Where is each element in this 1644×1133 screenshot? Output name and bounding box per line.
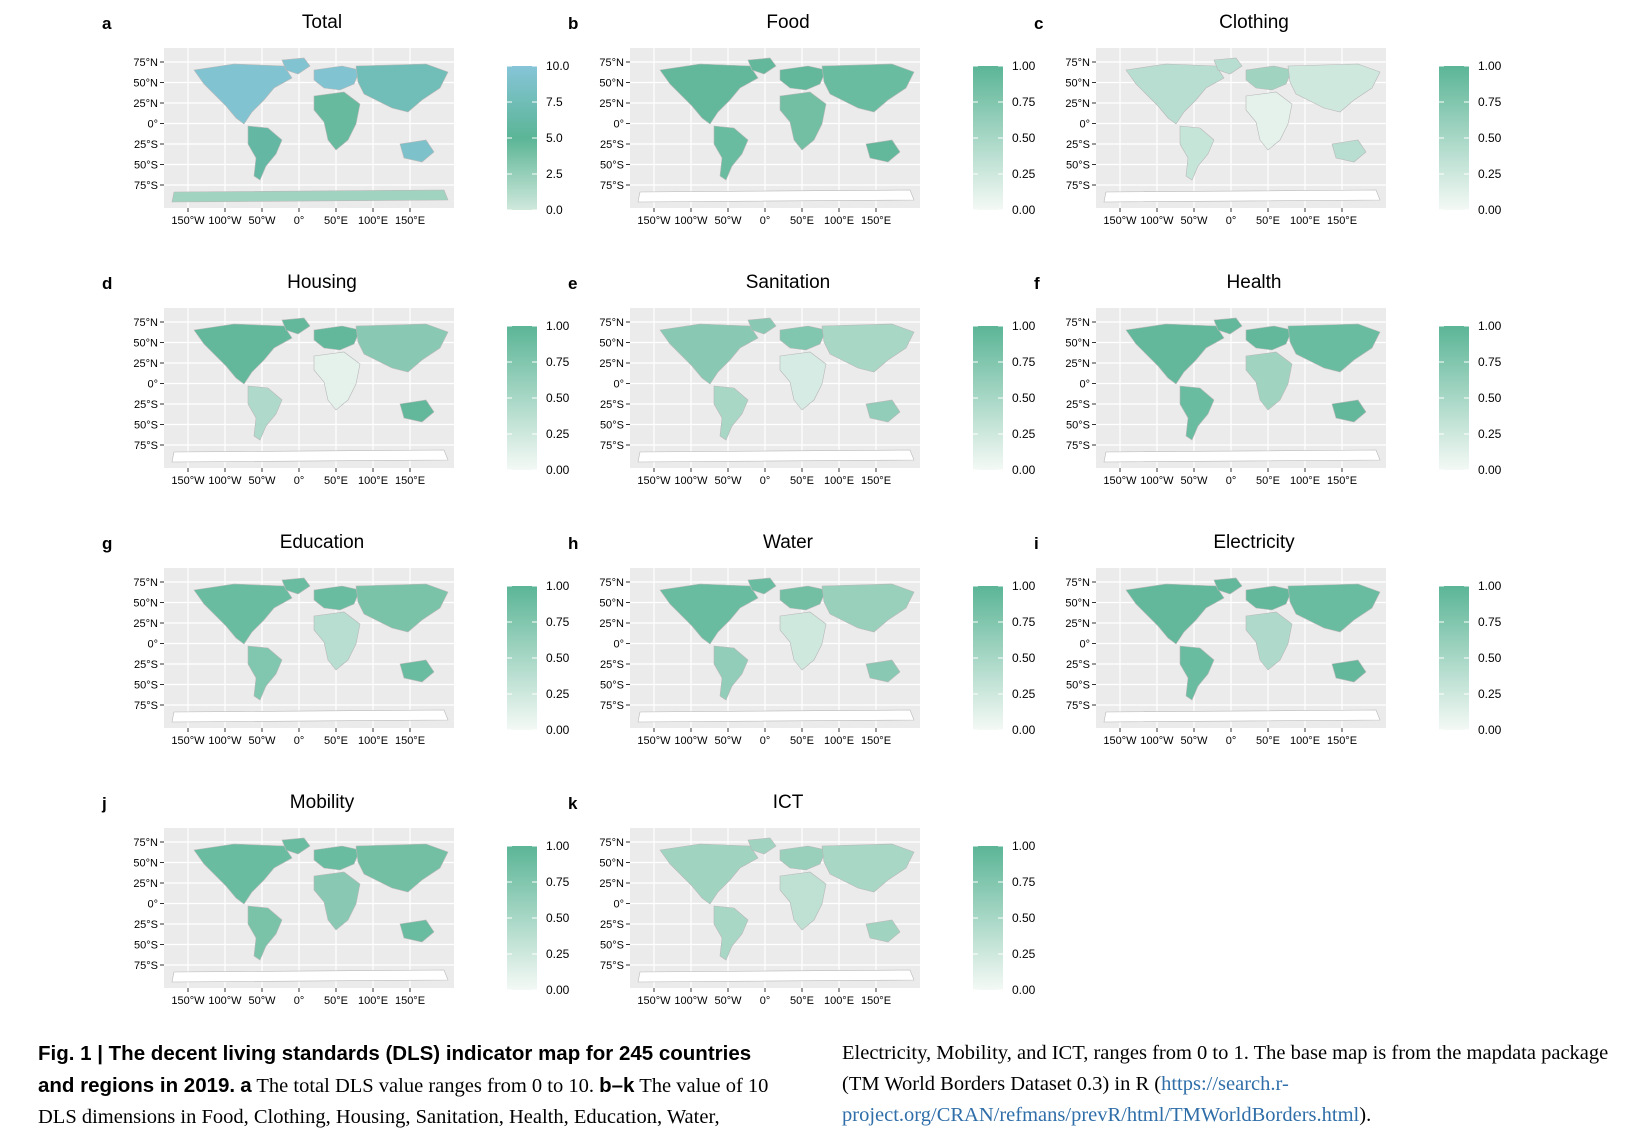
colorbar-tick-label: 0.00 [546,983,570,997]
lon-tick-label: 150°E [1326,215,1358,227]
colorbar-tick-label: 1.00 [1012,319,1036,333]
lat-tick-label: 0° [613,378,624,391]
colorbar-tick-label: 0.25 [1478,687,1502,701]
lon-tick-label: 100°W [1140,475,1174,487]
colorbar-tick-label: 0.75 [1478,95,1502,109]
colorbar-tick-label: 0.50 [1478,651,1502,665]
lat-tick-label: 50°N [133,857,158,870]
map-panel-g [102,532,602,784]
colorbar-tick-label: 0.50 [546,911,570,925]
lon-tick-label: 100°W [674,735,708,747]
panel-title: Food [766,12,810,33]
lon-tick-label: 50°E [790,735,814,747]
panel-letter: k [568,794,578,813]
lat-tick-label: 50°S [600,679,624,692]
colorbar-tick-label: 0.50 [546,651,570,665]
colorbar-tick-label: 0.50 [1012,391,1036,405]
world-map [112,824,472,1024]
lat-tick-label: 75°N [133,317,158,329]
lon-tick-label: 100°W [1140,215,1174,227]
lat-tick-label: 75°S [134,960,158,972]
region-antarctica [172,450,448,462]
lon-tick-label: 100°W [674,475,708,487]
lon-tick-label: 0° [1225,475,1237,487]
caption-bk-label: b–k [599,1074,635,1097]
lon-tick-label: 150°W [1103,475,1137,487]
colorbar-tick-label: 0.75 [546,875,570,889]
lat-tick-label: 25°N [599,98,624,110]
colorbar-tick-label: 7.5 [546,95,563,109]
lon-tick-label: 150°W [171,735,205,747]
lon-tick-label: 50°E [1256,475,1280,487]
lat-tick-label: 50°N [1065,337,1090,350]
map-panel-b [568,12,1068,264]
world-map [578,564,938,764]
caption-link[interactable]: https://search.r-project.org/CRAN/refmans/prevR/html/TMWorldBorders.html [842,1073,1360,1126]
panel-letter: c [1034,14,1044,33]
colorbar-tick-label: 0.75 [546,615,570,629]
colorbar-tick-label: 1.00 [1012,579,1036,593]
panel-letter: e [568,274,578,293]
caption-right-text: Electricity, Mobility, and ICT, ranges from 0 to 1. The base map is from the mapdata package (TM World Borders Dataset 0.3) in R ( [842,1042,1609,1095]
world-map [1044,44,1404,244]
lat-tick-label: 0° [147,898,158,911]
lon-tick-label: 150°W [637,995,671,1007]
lat-tick-label: 0° [147,638,158,651]
lon-tick-label: 100°E [357,475,389,487]
colorbar-tick-label: 0.00 [1012,463,1036,477]
colorbar-tick-label: 1.00 [1012,59,1036,73]
lon-tick-label: 50°E [790,475,814,487]
colorbar-tick-label: 0.25 [1478,167,1502,181]
lon-tick-label: 150°W [637,735,671,747]
lon-tick-label: 150°W [637,215,671,227]
lat-tick-label: 50°N [133,597,158,610]
lon-tick-label: 0° [293,995,305,1007]
lat-tick-label: 25°S [1066,399,1090,411]
lat-tick-label: 50°N [1065,77,1090,90]
panel-title: Electricity [1213,532,1295,553]
lat-tick-label: 25°N [133,618,158,630]
lat-tick-label: 25°N [599,878,624,890]
lon-tick-label: 50°E [324,735,348,747]
colorbar-legend [1434,304,1534,484]
panel-title: Water [763,532,813,553]
lat-tick-label: 50°S [1066,159,1090,172]
lon-tick-label: 100°W [208,995,242,1007]
lat-tick-label: 50°S [134,939,158,952]
lon-tick-label: 50°E [1256,215,1280,227]
lon-tick-label: 50°W [248,475,276,487]
caption-right-end: ). [1359,1104,1372,1126]
lon-tick-label: 0° [293,475,305,487]
colorbar-tick-label: 1.00 [546,579,570,593]
lon-tick-label: 150°W [637,475,671,487]
colorbar-tick-label: 5.0 [546,131,563,145]
map-panel-i [1034,532,1534,784]
lon-tick-label: 0° [759,215,771,227]
lon-tick-label: 100°W [1140,735,1174,747]
lat-tick-label: 50°S [600,419,624,432]
map-panel-d [102,272,602,524]
lon-tick-label: 150°E [860,735,892,747]
region-antarctica [1104,450,1380,462]
lat-tick-label: 50°N [599,77,624,90]
lon-tick-label: 150°E [860,215,892,227]
lon-tick-label: 100°E [1289,215,1321,227]
lon-tick-label: 0° [1225,215,1237,227]
region-antarctica [638,190,914,202]
lat-tick-label: 75°S [134,700,158,712]
lon-tick-label: 50°W [248,995,276,1007]
colorbar-tick-label: 0.00 [1012,723,1036,737]
lon-tick-label: 100°E [1289,475,1321,487]
map-panel-c [1034,12,1534,264]
lat-tick-label: 25°S [1066,659,1090,671]
lon-tick-label: 150°W [1103,735,1137,747]
lat-tick-label: 50°S [600,939,624,952]
caption-a-text: The total DLS value ranges from 0 to 10. [256,1075,594,1097]
lat-tick-label: 0° [1079,638,1090,651]
colorbar-tick-label: 1.00 [1012,839,1036,853]
colorbar-tick-label: 1.00 [546,319,570,333]
lat-tick-label: 50°S [1066,679,1090,692]
panel-letter: h [568,534,579,553]
colorbar-tick-label: 0.00 [546,463,570,477]
colorbar-tick-label: 0.25 [546,427,570,441]
lat-tick-label: 25°N [1065,618,1090,630]
colorbar-tick-label: 0.25 [546,687,570,701]
lon-tick-label: 100°E [823,735,855,747]
lon-tick-label: 50°W [714,215,742,227]
world-map [578,304,938,504]
map-panel-h [568,532,1068,784]
lon-tick-label: 50°E [790,215,814,227]
lat-tick-label: 50°S [1066,419,1090,432]
lon-tick-label: 150°E [1326,735,1358,747]
colorbar-tick-label: 0.75 [1478,615,1502,629]
lon-tick-label: 50°W [248,735,276,747]
lon-tick-label: 0° [293,735,305,747]
panel-title: Housing [287,272,357,293]
lat-tick-label: 75°S [134,440,158,452]
panel-title: Total [301,12,343,33]
colorbar-tick-label: 0.00 [1478,463,1502,477]
panel-letter: g [102,534,113,553]
lat-tick-label: 25°S [134,919,158,931]
lat-tick-label: 75°N [599,577,624,589]
map-panel-a [102,12,602,264]
colorbar-tick-label: 0.50 [1478,391,1502,405]
lon-tick-label: 0° [759,475,771,487]
caption-right [842,1038,1622,1131]
region-antarctica [1104,190,1380,202]
lon-tick-label: 100°E [823,475,855,487]
lat-tick-label: 25°N [599,618,624,630]
colorbar-tick-label: 0.50 [1012,651,1036,665]
lon-tick-label: 100°E [823,995,855,1007]
lon-tick-label: 150°E [394,475,426,487]
lon-tick-label: 50°W [714,735,742,747]
lon-tick-label: 50°E [324,475,348,487]
lat-tick-label: 50°N [1065,597,1090,610]
colorbar-tick-label: 0.75 [1012,355,1036,369]
map-panel-e [568,272,1068,524]
colorbar-tick-label: 0.0 [546,203,563,217]
colorbar-tick-label: 0.00 [1478,203,1502,217]
lat-tick-label: 75°S [600,960,624,972]
lat-tick-label: 25°S [600,919,624,931]
lat-tick-label: 50°N [599,337,624,350]
panel-title: Sanitation [745,272,831,293]
lat-tick-label: 75°S [1066,700,1090,712]
colorbar-tick-label: 0.50 [1478,131,1502,145]
lon-tick-label: 100°W [674,215,708,227]
lon-tick-label: 150°E [394,735,426,747]
lat-tick-label: 50°S [134,159,158,172]
lat-tick-label: 25°N [599,358,624,370]
lat-tick-label: 0° [1079,378,1090,391]
lat-tick-label: 75°S [600,440,624,452]
colorbar-tick-label: 0.50 [546,391,570,405]
lat-tick-label: 0° [147,118,158,131]
panel-title: ICT [772,792,804,813]
colorbar-tick-label: 0.75 [1478,355,1502,369]
lat-tick-label: 50°S [600,159,624,172]
lon-tick-label: 100°E [357,995,389,1007]
colorbar-tick-label: 0.00 [1012,203,1036,217]
lat-tick-label: 75°S [600,700,624,712]
lon-tick-label: 150°W [171,215,205,227]
lat-tick-label: 25°S [600,659,624,671]
lon-tick-label: 150°E [860,995,892,1007]
caption-fig-label: Fig. 1 | The decent living standards (DLS) indicator map for 245 countries and regions in 2019. [38,1042,752,1097]
colorbar-tick-label: 10.0 [546,59,570,73]
lon-tick-label: 100°E [357,215,389,227]
region-antarctica [638,970,914,982]
region-antarctica [638,450,914,462]
colorbar-tick-label: 1.00 [1478,579,1502,593]
lon-tick-label: 50°W [714,475,742,487]
lat-tick-label: 75°S [134,180,158,192]
colorbar-tick-label: 0.75 [1012,615,1036,629]
lon-tick-label: 0° [1225,735,1237,747]
world-map [1044,304,1404,504]
lat-tick-label: 75°S [1066,180,1090,192]
lon-tick-label: 100°W [208,475,242,487]
panel-title: Clothing [1219,12,1289,33]
panel-letter: f [1034,274,1040,293]
lat-tick-label: 0° [613,118,624,131]
lon-tick-label: 50°E [324,995,348,1007]
lat-tick-label: 75°N [599,837,624,849]
lat-tick-label: 50°N [599,597,624,610]
region-antarctica [1104,710,1380,722]
lat-tick-label: 75°N [1065,57,1090,69]
colorbar-tick-label: 0.75 [1012,95,1036,109]
colorbar-tick-label: 0.25 [1012,427,1036,441]
map-panel-j [102,792,602,1044]
lat-tick-label: 0° [1079,118,1090,131]
lon-tick-label: 150°E [394,995,426,1007]
lon-tick-label: 50°W [714,995,742,1007]
lat-tick-label: 75°S [600,180,624,192]
lat-tick-label: 75°N [133,577,158,589]
lat-tick-label: 25°N [133,358,158,370]
lat-tick-label: 50°S [134,679,158,692]
panel-letter: b [568,14,579,33]
lon-tick-label: 100°W [208,215,242,227]
region-antarctica [172,190,448,202]
lat-tick-label: 25°S [600,399,624,411]
lat-tick-label: 0° [613,898,624,911]
lat-tick-label: 0° [613,638,624,651]
lat-tick-label: 25°N [133,98,158,110]
lat-tick-label: 25°S [1066,139,1090,151]
lon-tick-label: 50°E [324,215,348,227]
colorbar-tick-label: 0.75 [1012,875,1036,889]
panel-letter: d [102,274,113,293]
lon-tick-label: 50°W [1180,735,1208,747]
lon-tick-label: 0° [293,215,305,227]
panel-title: Mobility [289,792,355,813]
panel-letter: j [102,794,107,813]
region-antarctica [172,710,448,722]
lon-tick-label: 0° [759,995,771,1007]
world-map [578,824,938,1024]
lon-tick-label: 150°E [860,475,892,487]
panel-letter: i [1034,534,1039,553]
lat-tick-label: 75°N [599,317,624,329]
world-map [578,44,938,244]
lon-tick-label: 150°E [1326,475,1358,487]
colorbar-tick-label: 2.5 [546,167,563,181]
caption-left [38,1038,778,1133]
lat-tick-label: 75°N [1065,577,1090,589]
lon-tick-label: 150°W [1103,215,1137,227]
colorbar-legend [1434,44,1534,224]
lon-tick-label: 150°W [171,475,205,487]
region-antarctica [638,710,914,722]
caption-a-label: a [240,1074,252,1097]
world-map [112,564,472,764]
colorbar-tick-label: 1.00 [1478,59,1502,73]
colorbar-legend [968,824,1068,1004]
lon-tick-label: 100°W [674,995,708,1007]
lat-tick-label: 50°N [133,337,158,350]
panel-letter: a [102,14,112,33]
lon-tick-label: 100°E [823,215,855,227]
colorbar-tick-label: 0.25 [1012,167,1036,181]
colorbar-tick-label: 0.00 [1012,983,1036,997]
lat-tick-label: 75°N [599,57,624,69]
caption-bk-text: The value of 10 DLS dimensions in Food, Clothing, Housing, Sanitation, Health, Education, Water, [38,1075,769,1128]
lat-tick-label: 50°N [599,857,624,870]
lon-tick-label: 50°E [790,995,814,1007]
lat-tick-label: 75°N [133,837,158,849]
lat-tick-label: 75°S [1066,440,1090,452]
panel-title: Health [1226,272,1282,293]
lat-tick-label: 50°S [134,419,158,432]
colorbar-tick-label: 1.00 [546,839,570,853]
lon-tick-label: 0° [759,735,771,747]
colorbar-tick-label: 0.25 [1478,427,1502,441]
lat-tick-label: 25°S [134,139,158,151]
lon-tick-label: 100°W [208,735,242,747]
lon-tick-label: 50°W [248,215,276,227]
lat-tick-label: 25°N [133,878,158,890]
lat-tick-label: 50°N [133,77,158,90]
colorbar-tick-label: 0.50 [1012,911,1036,925]
lat-tick-label: 75°N [133,57,158,69]
lat-tick-label: 25°S [600,139,624,151]
colorbar-tick-label: 0.00 [1478,723,1502,737]
colorbar-tick-label: 0.00 [546,723,570,737]
colorbar-tick-label: 0.50 [1012,131,1036,145]
world-map [1044,564,1404,764]
panel-title: Education [279,532,365,553]
lon-tick-label: 50°W [1180,475,1208,487]
lat-tick-label: 75°N [1065,317,1090,329]
colorbar-tick-label: 0.25 [1012,947,1036,961]
colorbar-legend [1434,564,1534,744]
lon-tick-label: 150°W [171,995,205,1007]
lat-tick-label: 0° [147,378,158,391]
lat-tick-label: 25°N [1065,358,1090,370]
lon-tick-label: 50°E [1256,735,1280,747]
lon-tick-label: 100°E [1289,735,1321,747]
lat-tick-label: 25°S [134,659,158,671]
world-map [112,44,472,244]
lon-tick-label: 150°E [394,215,426,227]
region-antarctica [172,970,448,982]
lon-tick-label: 100°E [357,735,389,747]
lon-tick-label: 50°W [1180,215,1208,227]
lat-tick-label: 25°N [1065,98,1090,110]
map-panel-f [1034,272,1534,524]
lat-tick-label: 25°S [134,399,158,411]
colorbar-tick-label: 0.25 [1012,687,1036,701]
colorbar-tick-label: 0.25 [546,947,570,961]
world-map [112,304,472,504]
colorbar-tick-label: 0.75 [546,355,570,369]
map-panel-k [568,792,1068,1044]
colorbar-tick-label: 1.00 [1478,319,1502,333]
